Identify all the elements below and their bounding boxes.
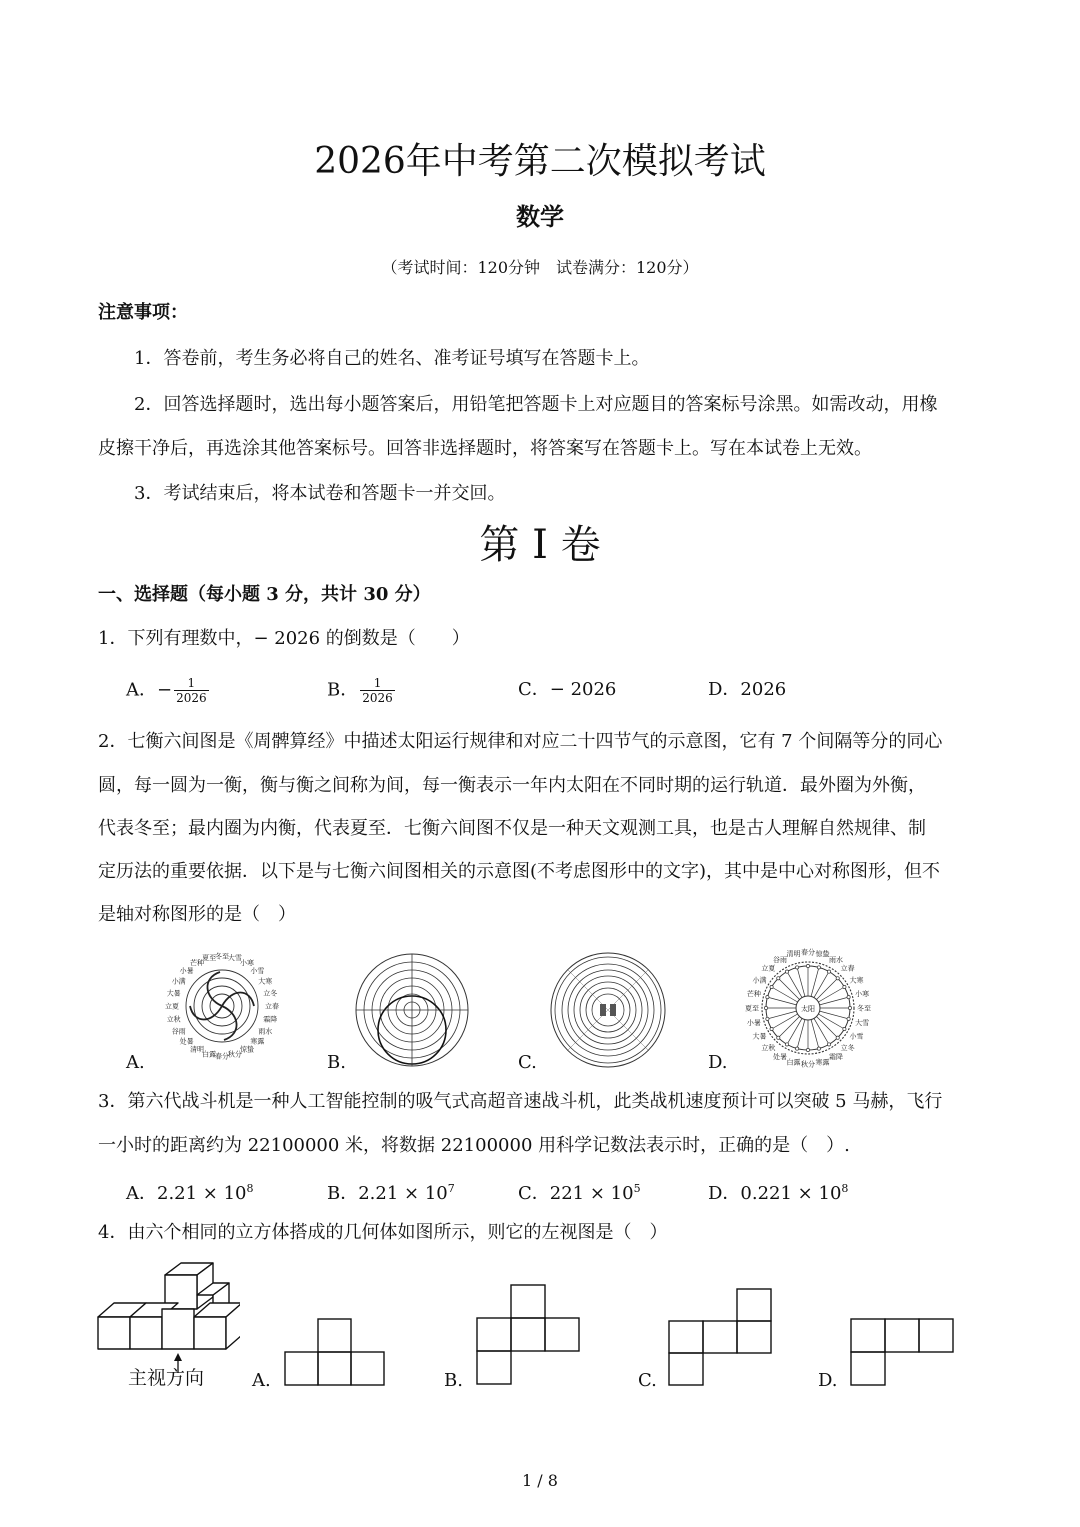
- q2-line-3: 代表冬至；最内圈为内衡，代表夏至．七衡六间图不仅是一种天文观测工具，也是古人理解自然规律、制: [98, 818, 926, 839]
- q3-option-a: [126, 1176, 254, 1207]
- q1-option-d: D．2026: [708, 679, 787, 700]
- q4-main-view-direction-label: 主视方向: [128, 1367, 205, 1389]
- wheel-spoke: [767, 997, 796, 1005]
- q2-option-d-label: D.: [708, 1052, 728, 1073]
- solar-term-label: 夏至: [745, 1004, 759, 1013]
- solar-term-label: 立冬: [263, 989, 278, 998]
- q3-line-2: 一小时的距离约为 22100000 米，将数据 22100000 用科学记数法表示时，正确的是（ ）.: [98, 1135, 850, 1156]
- q1-b-numerator: 1: [360, 676, 395, 691]
- solar-term-label: 大寒: [849, 976, 864, 985]
- q2-figure-d: [742, 944, 877, 1074]
- q3-option-b: [327, 1176, 455, 1207]
- q4-cube-solid-figure: [95, 1255, 240, 1380]
- wheel-spoke: [817, 1017, 838, 1038]
- wheel-spoke: [767, 1011, 796, 1019]
- q1-a-denominator: 2026: [176, 691, 207, 705]
- solar-term-label: 清明: [190, 1045, 204, 1054]
- wheel-node: [806, 1048, 809, 1051]
- q1-a-numerator: 1: [174, 676, 209, 691]
- wheel-node: [766, 1017, 769, 1020]
- wheel-node: [766, 996, 769, 999]
- wheel-node: [785, 1043, 788, 1046]
- solar-term-label: 谷雨: [773, 955, 787, 964]
- q2-option-b-label: B.: [327, 1052, 346, 1073]
- solar-term-label: 霜降: [263, 1015, 278, 1024]
- q1-b-denominator: 2026: [362, 691, 393, 705]
- page-number: 1 / 8: [522, 1471, 558, 1490]
- solar-term-label: 白露: [202, 1050, 217, 1059]
- notice-heading: 注意事项：: [98, 302, 188, 323]
- exam-info: （考试时间：120分钟 试卷满分：120分）: [381, 258, 699, 277]
- q2-line-4: 定历法的重要依据．以下是与七衡六间图相关的示意图(不考虑图形中的文字)，其中是中心对称图形，但不: [98, 861, 941, 882]
- solar-term-label: 春分: [801, 948, 815, 957]
- solar-term-label: 白露: [786, 1058, 801, 1067]
- q3-option-c-exponent: 5: [633, 1182, 641, 1195]
- q2-option-a-label: A.: [126, 1052, 145, 1073]
- wheel-spoke: [797, 1020, 805, 1049]
- solar-term-label: 惊蛰: [815, 950, 830, 959]
- q3-option-d-exponent: 8: [841, 1182, 849, 1195]
- q3-line-1: 3．第六代战斗机是一种人工智能控制的吸气式高超音速战斗机，此类战机速度预计可以突破 5 马赫，飞行: [98, 1091, 943, 1112]
- solar-term-label: 惊蛰: [240, 1045, 254, 1054]
- solar-term-label: 秋分: [227, 1050, 242, 1059]
- solar-term-label: 雨水: [829, 955, 843, 964]
- wheel-node: [777, 1036, 780, 1039]
- wheel-spoke: [778, 978, 799, 999]
- wheel-spoke: [811, 967, 819, 996]
- wheel-spoke: [772, 1014, 798, 1029]
- wheel-spoke: [818, 1014, 844, 1029]
- solar-term-label: 大暑: [752, 1032, 767, 1041]
- wheel-spoke: [818, 987, 844, 1002]
- wheel-node: [836, 977, 839, 980]
- q3-option-d-text: D．0.221 × 10: [708, 1183, 842, 1204]
- solar-term-label: 大寒: [258, 977, 273, 986]
- notice-item-2-line-2: 皮擦干净后，再选涂其他答案标号。回答非选择题时，将答案写在答题卡上。写在本试卷上无效。: [98, 438, 872, 459]
- solar-term-label: 夏至: [202, 954, 217, 962]
- wheel-node: [817, 966, 820, 969]
- subject-title: 数学: [516, 202, 564, 231]
- wheel-node: [770, 985, 773, 988]
- q2-figure-c: [548, 950, 668, 1070]
- q4-option-c-label: C.: [638, 1370, 657, 1391]
- solar-term-label: 立春: [265, 1002, 279, 1011]
- q1-option-b: [327, 676, 395, 705]
- solar-term-label: 冬至: [215, 952, 229, 961]
- solar-term-label: 寒露: [815, 1058, 830, 1067]
- solar-term-label: 处暑: [773, 1052, 787, 1061]
- wheel-node: [836, 1036, 839, 1039]
- solar-term-label: 芒种: [746, 989, 761, 998]
- notice-item-3: 3．考试结束后，将本试卷和答题卡一并交回。: [134, 483, 506, 504]
- solar-term-label: 春分: [215, 1052, 229, 1061]
- wheel-spoke: [797, 967, 805, 996]
- q4-option-a-label: A.: [252, 1370, 271, 1391]
- wheel-spoke: [814, 972, 829, 998]
- solar-term-label: 冬至: [857, 1004, 871, 1013]
- solar-term-label: 立春: [840, 964, 855, 973]
- wheel-node: [843, 1027, 846, 1030]
- wheel-node: [777, 977, 780, 980]
- q4-option-b-label: B.: [444, 1370, 463, 1391]
- wheel-node: [843, 985, 846, 988]
- volume-title: 第 I 卷: [479, 522, 601, 568]
- wheel-node: [785, 970, 788, 973]
- wheel-spoke: [772, 987, 798, 1002]
- wheel-node: [796, 1047, 799, 1050]
- q1-option-a-fraction: [174, 676, 209, 705]
- q2-figure-d-center-label: 太阳: [801, 1005, 815, 1013]
- solar-term-label: 立冬: [840, 1043, 855, 1052]
- q4-option-d-label: D.: [818, 1370, 838, 1391]
- wheel-spoke: [778, 1017, 799, 1038]
- wheel-node: [796, 966, 799, 969]
- q1-option-b-fraction: [360, 676, 395, 705]
- solar-term-label: 小暑: [179, 967, 194, 975]
- wheel-node: [817, 1047, 820, 1050]
- q2-line-2: 圆，每一圆为一衡，衡与衡之间称为间，每一衡表示一年内太阳在不同时期的运行轨道．最外圈为外衡，: [98, 775, 926, 796]
- solar-term-label: 寒露: [250, 1037, 265, 1046]
- wheel-spoke: [787, 972, 802, 998]
- solar-term-label: 小雪: [250, 967, 265, 975]
- notice-item-2-line-1: 2．回答选择题时，选出每小题答案后，用铅笔把答题卡上对应题目的答案标号涂黑。如需改动，用橡: [134, 394, 938, 415]
- q4-option-d-figure: [850, 1318, 954, 1386]
- wheel-node: [764, 1006, 767, 1009]
- q3-option-c: [518, 1176, 641, 1207]
- solar-term-label: 大雪: [227, 954, 242, 962]
- wheel-spoke: [811, 1020, 819, 1049]
- solar-term-label: 小满: [171, 977, 186, 986]
- wheel-node: [827, 970, 830, 973]
- q1-option-a: [126, 676, 209, 705]
- q4-stem: 4．由六个相同的立方体搭成的几何体如图所示，则它的左视图是（ ）: [98, 1222, 668, 1243]
- q2-figure-b: [352, 950, 472, 1070]
- wheel-spoke: [820, 997, 849, 1005]
- q1-option-c: C．− 2026: [518, 679, 617, 700]
- wheel-node: [847, 996, 850, 999]
- wheel-spoke: [817, 978, 838, 999]
- solar-term-label: 芒种: [190, 959, 204, 967]
- solar-term-label: 大雪: [855, 1018, 870, 1027]
- solar-term-label: 小寒: [240, 959, 254, 967]
- q3-option-a-exponent: 8: [246, 1182, 254, 1195]
- q4-option-b-figure: [476, 1284, 580, 1386]
- solar-term-label: 谷雨: [171, 1027, 186, 1036]
- q1-option-b-label: B．: [327, 679, 359, 701]
- q3-option-c-text: C．221 × 10: [518, 1183, 634, 1204]
- wheel-spoke: [787, 1018, 802, 1044]
- wheel-node: [827, 1043, 830, 1046]
- solar-term-label: 雨水: [258, 1027, 273, 1036]
- solar-term-label: 大暑: [166, 989, 181, 998]
- solar-term-label: 小雪: [849, 1032, 864, 1041]
- q2-figure-a: [150, 948, 300, 1073]
- q3-option-b-text: B．2.21 × 10: [327, 1183, 448, 1204]
- q2-line-5: 是轴对称图形的是（ ）: [98, 904, 296, 925]
- solar-term-label: 立秋: [166, 1015, 181, 1024]
- solar-term-label: 小暑: [746, 1018, 761, 1027]
- wheel-node: [770, 1027, 773, 1030]
- solar-term-label: 小满: [752, 976, 767, 985]
- wheel-spoke: [814, 1018, 829, 1044]
- solar-term-label: 立夏: [761, 964, 776, 973]
- wheel-node: [847, 1017, 850, 1020]
- solar-term-label: 小寒: [855, 989, 870, 998]
- q3-option-a-text: A．2.21 × 10: [126, 1183, 247, 1204]
- q3-option-b-exponent: 7: [447, 1182, 455, 1195]
- solar-term-label: 立秋: [761, 1043, 776, 1052]
- solar-term-label: 处暑: [179, 1037, 194, 1046]
- wheel-spoke: [820, 1011, 849, 1019]
- q1-stem: 1．下列有理数中，− 2026 的倒数是（ ）: [98, 628, 470, 649]
- wheel-node: [806, 964, 809, 967]
- solar-term-label: 霜降: [829, 1052, 843, 1061]
- solar-term-label: 清明: [786, 950, 801, 959]
- page-title: 2026年中考第二次模拟考试: [314, 141, 766, 182]
- solar-term-label: 秋分: [801, 1060, 815, 1069]
- q2-option-c-label: C.: [518, 1052, 537, 1073]
- q4-option-a-figure: [284, 1318, 386, 1386]
- q2-line-1: 2．七衡六间图是《周髀算经》中描述太阳运行规律和对应二十四节气的示意图，它有 7 个间隔等分的同心: [98, 731, 943, 752]
- wheel-node: [848, 1006, 851, 1009]
- q4-option-c-figure: [668, 1288, 772, 1386]
- q1-option-a-label: A．−: [126, 679, 173, 701]
- notice-item-1: 1．答卷前，考生务必将自己的姓名、准考证号填写在答题卡上。: [134, 348, 650, 369]
- solar-term-label: 立夏: [165, 1002, 179, 1011]
- section-heading: 一、选择题（每小题 3 分，共计 30 分）: [98, 584, 431, 605]
- q3-option-d: [708, 1176, 848, 1207]
